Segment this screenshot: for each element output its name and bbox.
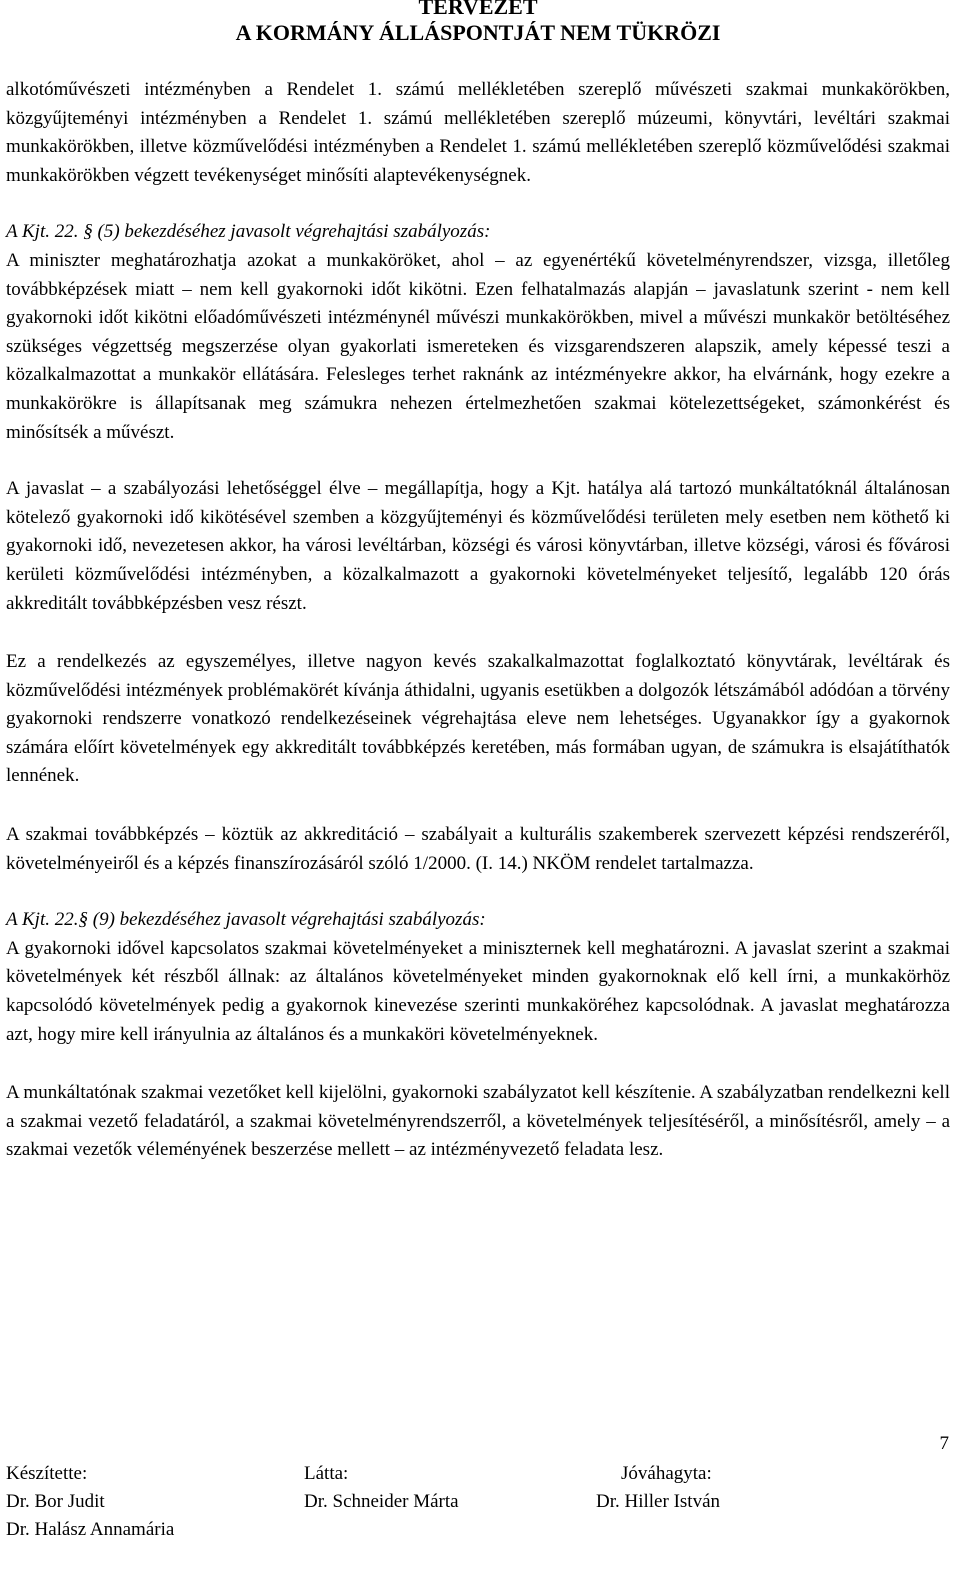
document-header xyxy=(6,0,950,46)
signature-footer xyxy=(6,1460,950,1544)
paragraph-4: A szakmai továbbképzés – köztük az akkreditáció – szabályait a kulturális szakemberek szervezett képzési rendszeréről, követelményeiről és a képzés finanszírozásáról szóló 1/2000. (I. 14.) NKÖM rendelet tartalmazza. xyxy=(6,824,950,874)
document-page xyxy=(6,0,950,1165)
section-reference-5: A Kjt. 22. § (5) bekezdéséhez javasolt végrehajtási szabályozás: xyxy=(6,221,491,243)
prepared-by-label: Készítette: xyxy=(6,1463,88,1484)
approved-by-label: Jóváhagyta: xyxy=(621,1463,712,1484)
section-reference-9: A Kjt. 22.§ (9) bekezdéséhez javasolt végrehajtási szabályozás: xyxy=(6,909,486,931)
footer-names-row xyxy=(6,1488,950,1516)
paragraph-3: Ez a rendelkezés az egyszemélyes, illetve nagyon kevés szakalkalmazottat foglalkoztató könyvtárak, levéltárak és közművelődési intézmények problémakörét kívánja áthidalni, ugyanis esetükben a dolgozók létszámából adódóan a törvény gyakornoki rendszerre vonatkozó rendelkezéseinek végrehajtása eleve nem lehetséges. Ugyanakkor így a gyakornok számára előírt követelmények egy akkreditált továbbképzés keretében, más formában ugyan, de számukra is elsajátíthatók lennének. xyxy=(6,651,950,787)
seen-by-name: Dr. Schneider Márta xyxy=(304,1491,459,1512)
paragraph-1: alkotóművészeti intézményben a Rendelet 1. számú mellékletében szereplő művészeti szakmai munkakörökben, közgyűjteményi intézményben a Rendelet 1. számú mellékletében szereplő múzeumi, könyvtári, levéltári szakmai munkakörökben, illetve közművelődési intézményben a Rendelet 1. számú mellékletében szereplő közművelődési szakmai munkakörökben végzett tevékenységet minősíti alaptevékenységnek. xyxy=(6,79,950,186)
footer-labels-row xyxy=(6,1460,950,1488)
prepared-by-name-1: Dr. Bor Judit xyxy=(6,1491,105,1512)
disclaimer-title: A KORMÁNY ÁLLÁSPONTJÁT NEM TÜKRÖZI xyxy=(235,20,721,45)
approved-by-name: Dr. Hiller István xyxy=(596,1491,721,1512)
footer-names-row-2 xyxy=(6,1516,950,1544)
section-text-5: A miniszter meghatározhatja azokat a munkaköröket, ahol – az egyenértékű követelményrendszer, vizsga, illetőleg továbbképzések miatt – nem kell gyakornoki időt kikötni. Ezen felhatalmazás alapján – javaslatunk szerint - nem kell gyakornoki időt kikötni előadóművészeti intézménynél művészi munkakörökben, mivel a művészi munkakör betöltéséhez szükséges végzettség megszerzése olyan gyakorlati ismereteken és vizsgarendszeren alapszik, amely képessé teszi a közalkalmazottat a munkakör ellátására. Felesleges terhet raknánk az intézményekre akkor, ha elvárnánk, hogy ezekre a munkakörökre is állapítsanak meg számukra nehezen értelmezhetően szakmai kötelezettségeket, számonkérést és minősítsék a művészt. xyxy=(6,249,950,443)
document-body xyxy=(6,76,950,1165)
page-number: 7 xyxy=(939,1433,949,1454)
section-text-9: A gyakornoki idővel kapcsolatos szakmai követelményeket a miniszternek kell meghatározni. A javaslat szerint a szakmai követelmények két részből állnak: az általános követelményeket minden gyakornoknak elő kell írni, a munkakörhöz kapcsolódó követelmények pedig a gyakornok kinevezése szerinti munkaköréhez kapcsolódnak. A javaslat meghatározza azt, hogy mire kell irányulnia az általános és a munkaköri követelményeknek. xyxy=(6,937,950,1045)
draft-title: TERVEZET xyxy=(418,0,538,19)
paragraph-2: A javaslat – a szabályozási lehetőséggel élve – megállapítja, hogy a Kjt. hatálya alá tartozó munkáltatóknál általánosan kötelező gyakornoki idő kikötésével szemben a közgyűjteményi és közművelődési területen mely esetben nem köthető ki gyakornoki idő, nevezetesen akkor, ha városi levéltárban, községi és városi könyvtárban, illetve községi, városi és fővárosi kerületi közművelődési intézményben, a közalkalmazott a gyakornoki követelményeket teljesítő, legalább 120 órás akkreditált továbbképzésben vesz részt. xyxy=(6,478,950,614)
seen-by-label: Látta: xyxy=(304,1463,349,1484)
prepared-by-name-2: Dr. Halász Annamária xyxy=(6,1519,175,1540)
paragraph-5: A munkáltatónak szakmai vezetőket kell kijelölni, gyakornoki szabályzatot kell készítenie. A szabályzatban rendelkezni kell a szakmai vezető feladatáról, a szakmai követelményrendszerről, a követelmények teljesítéséről, a minősítésről, amely – a szakmai vezetők véleményének beszerzése mellett – az intézményvezető feladata lesz. xyxy=(6,1082,950,1161)
